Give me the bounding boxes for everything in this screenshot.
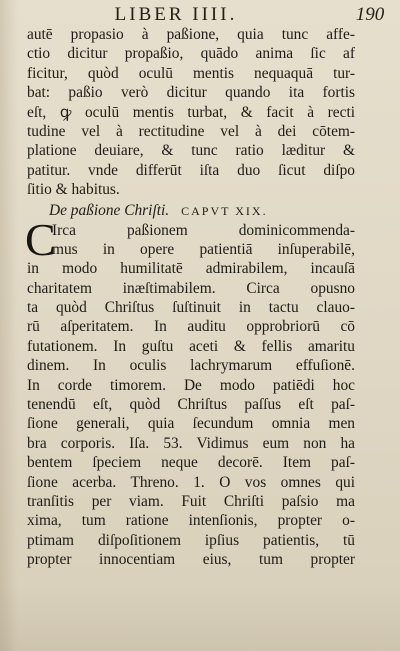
text-line: In corde timorem. De modo patiēdi hoc (27, 376, 355, 394)
text-line: ſione generali, quia ſecundum omnia men (27, 415, 355, 433)
page-header (0, 4, 400, 26)
text-line: autē propasio à paßione, quia tunc affe- (27, 26, 355, 43)
text-line: tenendū eſt, quòd Chriſtus paſſus eſt paſ- (27, 396, 355, 414)
text-line: bra corporis. Iſa. 53. Vidimus eum non ha (27, 434, 355, 452)
text-line: patitur. vnde differūt iſta duo ſicut diſpo (27, 161, 355, 179)
text-line: in modo humilitatē admirabilem, incauſā (27, 260, 355, 278)
text-line: ptimam diſpoſitionem ipſius patientis, tū (27, 531, 355, 549)
text-line: eſt, ꝙ oculū mentis turbat, & facit à recti (27, 103, 355, 121)
drop-cap: C (25, 213, 56, 265)
chapter-heading (27, 200, 355, 221)
text-line: tranſitis per viam. Fuit Chriſti paſsio ma (27, 492, 355, 510)
text-line: ſitio & habitus. (27, 181, 120, 199)
text-line: bentem ſpeciem neque decorē. Item paſ- (27, 454, 355, 472)
text-line: futationem. In guſtu aceti & fellis amaritu (27, 337, 355, 355)
text-line: charitatem inæſtimabilem. Circa opusno (27, 279, 355, 297)
chapter-paragraph (25, 213, 355, 570)
chapter-title: De paßione Chriſti. (49, 201, 170, 219)
text-line: ſione acerba. Threno. 1. O vos omnes qui (27, 473, 355, 491)
folio-number: 190 (355, 4, 385, 25)
text-line: propter innocentiam eius, tum propter (27, 551, 355, 569)
text-line: rū aſperitatem. In auditu opprobriorū cō (27, 318, 355, 336)
text-line: dinem. In oculis lachrymarum effuſionē. (27, 357, 355, 375)
text-line: bat: paßio verò dicitur quando ita fortis (27, 84, 355, 102)
main-text (27, 25, 355, 570)
chapter-label: CAPVT XIX. (181, 203, 268, 218)
text-line: xima, tum ratione intenſionis, propter o- (27, 512, 355, 530)
text-line: ta quòd Chriſtus ſuſtinuit in tactu clauo- (27, 299, 355, 317)
text-line: platione deuiare, & tunc ratio læditur & (27, 142, 355, 160)
text-line: ficitur, quòd oculū mentis nequaquā tur- (27, 64, 355, 82)
text-line: ctio dicitur propaßio, quādo anima ſic af (27, 45, 355, 63)
page-margin-shade (0, 585, 400, 651)
text-line: mus in opere patientiā inſuperabilē, (52, 240, 355, 258)
text-line: Irca paßionem dominicommenda- (52, 221, 355, 239)
running-head: LIBER IIII. (114, 4, 238, 25)
text-line: tudine vel à rectitudine vel à dei cōtem- (27, 122, 355, 140)
